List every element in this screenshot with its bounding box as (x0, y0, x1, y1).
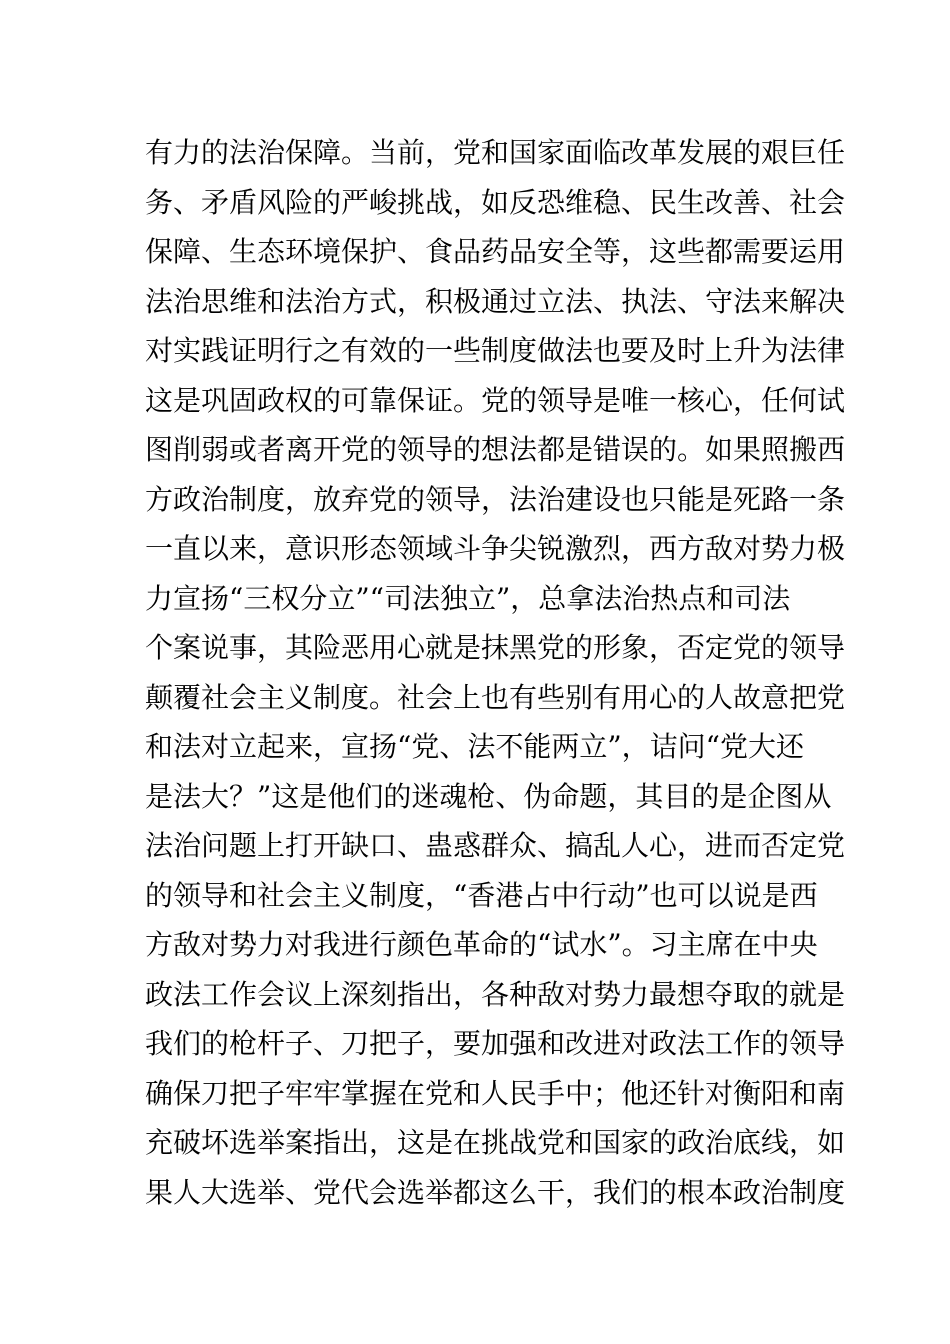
text-line: 和法对立起来，宣扬“党、法不能两立”，诘问“党大还 (145, 730, 804, 763)
text-line: 有力的法治保障。当前，党和国家面临改革发展的艰巨任 (145, 136, 846, 169)
text-line: 法治思维和法治方式，积极通过立法、执法、守法来解决 (145, 284, 846, 318)
text-line: 充破坏选举案指出，这是在挑战党和国家的政治底线，如 (145, 1126, 846, 1159)
text-line: 图削弱或者离开党的领导的想法都是错误的。如果照搬西 (145, 433, 846, 466)
text-line: 方政治制度，放弃党的领导，法治建设也只能是死路一条 (145, 482, 846, 516)
text-line: 个案说事，其险恶用心就是抹黑党的形象，否定党的领导 (145, 631, 846, 664)
text-line: 的领导和社会主义制度，“香港占中行动”也可以说是西 (145, 878, 818, 912)
text-line: 这是巩固政权的可靠保证。党的领导是唯一核心，任何试 (145, 383, 846, 417)
body-text (145, 128, 846, 1217)
text-line: 一直以来，意识形态领域斗争尖锐激烈，西方敌对势力极 (145, 532, 846, 565)
text-line: 果人大选举、党代会选举都这么干，我们的根本政治制度 (145, 1175, 846, 1209)
text-line: 政法工作会议上深刻指出，各种敌对势力最想夺取的就是 (145, 977, 846, 1011)
text-line: 保障、生态环境保护、食品药品安全等，这些都需要运用 (145, 235, 846, 268)
text-line: 法治问题上打开缺口、蛊惑群众、搞乱人心，进而否定党 (145, 829, 846, 862)
text-line: 务、矛盾风险的严峻挑战，如反恐维稳、民生改善、社会 (145, 185, 846, 219)
text-line: 力宣扬“三权分立”“司法独立”，总拿法治热点和司法 (145, 581, 791, 615)
text-line: 对实践证明行之有效的一些制度做法也要及时上升为法律 (145, 334, 846, 367)
text-line: 确保刀把子牢牢掌握在党和人民手中；他还针对衡阳和南 (145, 1076, 846, 1110)
text-line: 我们的枪杆子、刀把子，要加强和改进对政法工作的领导 (145, 1027, 846, 1060)
text-line: 方敌对势力对我进行颜色革命的“试水”。习主席在中央 (145, 928, 818, 961)
text-line: 颠覆社会主义制度。社会上也有些别有用心的人故意把党 (145, 680, 846, 714)
text-line: 是法大？”这是他们的迷魂枪、伪命题，其目的是企图从 (145, 779, 832, 813)
